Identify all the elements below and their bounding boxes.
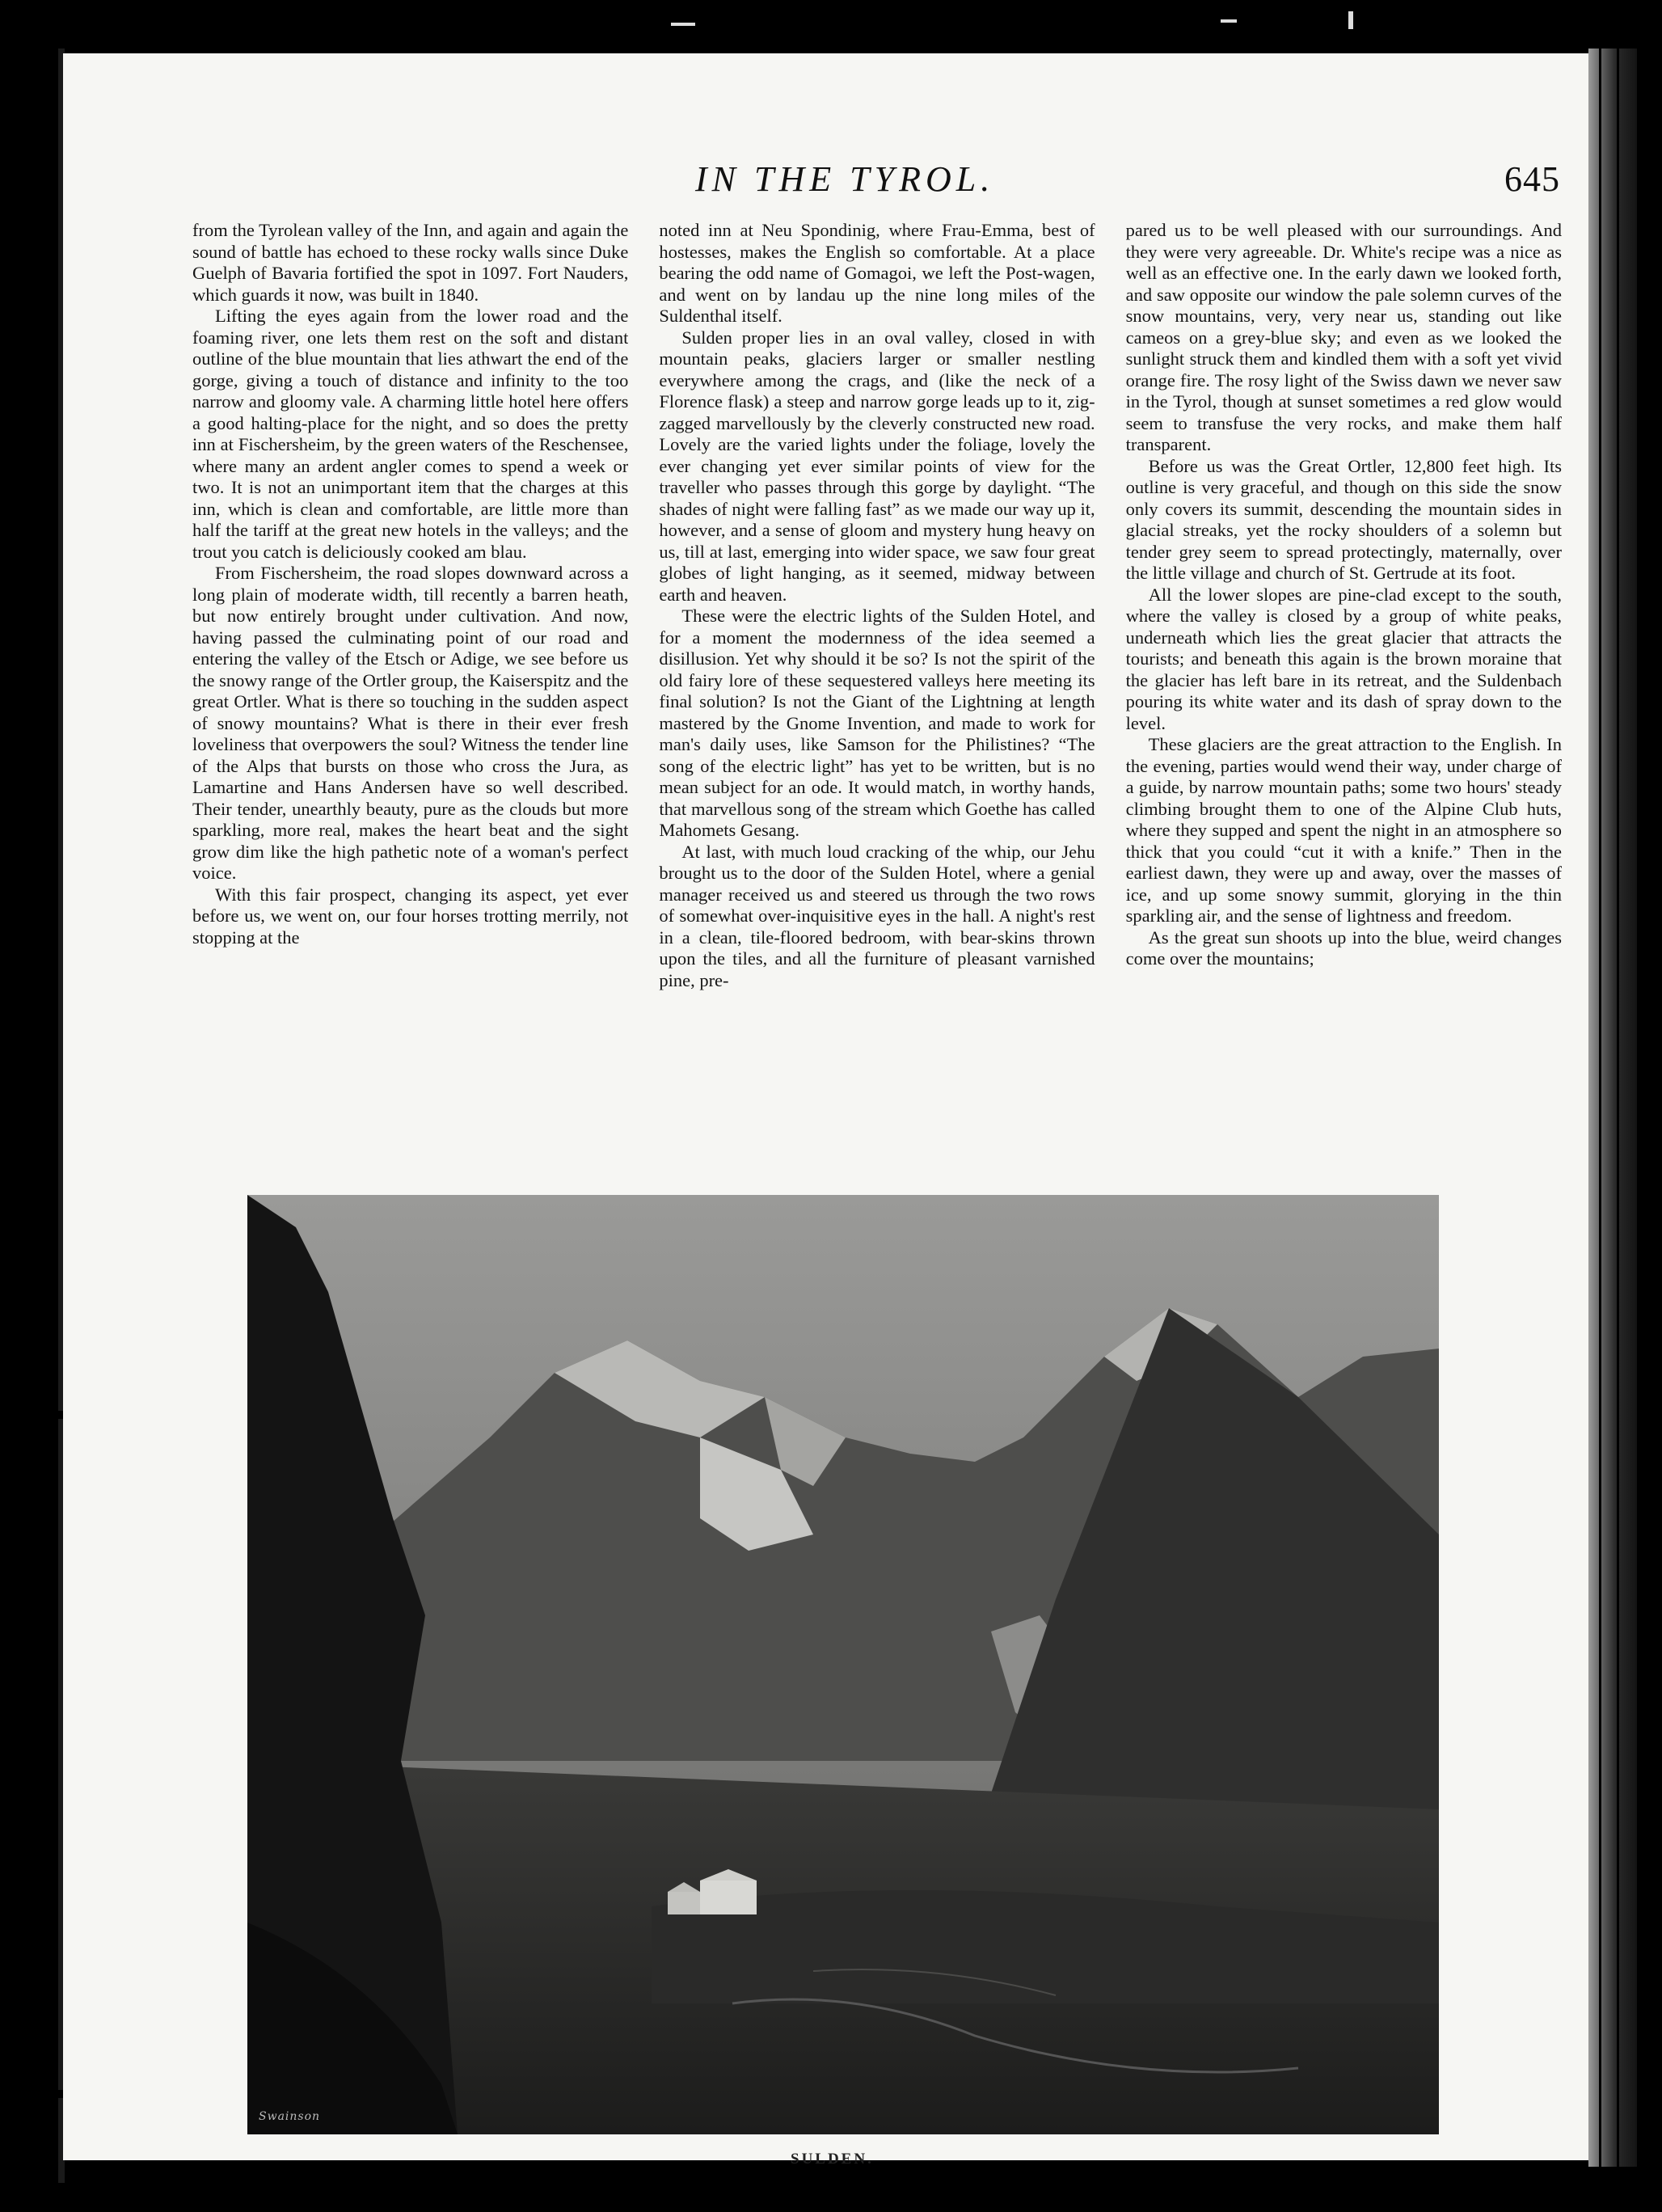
paragraph: These were the electric lights of the Sulden Hotel, and for a moment the modernness of the idea seemed a disillusion. Yet why should it be so? Is not the spirit of the old fairy lore of these sequestered valleys here meeting its final solution? Is not the Giant of the Lightning at length mastered by the Gnome Invention, and made to work for man's daily uses, like Samson for the Philistines? “The song of the electric light” has yet to be written, but is no mean subject for an ode. It would match, in worthy hands, that marvellous song of the stream which Goethe has called Mahomets Gesang. bbox=[659, 606, 1095, 840]
paragraph: With this fair prospect, changing its aspect, yet ever before us, we went on, our four horses trotting merrily, not stopping at the bbox=[192, 884, 629, 948]
paragraph: As the great sun shoots up into the blue, weird changes come over the mountains; bbox=[1125, 927, 1562, 969]
text-column-2 bbox=[659, 220, 1095, 1150]
binding-line bbox=[1617, 49, 1619, 2167]
paragraph: from the Tyrolean valley of the Inn, and again and again the sound of battle has echoed to these rocky walls since Duke Guelph of Bavaria fortified the spot in 1097. Fort Nauders, which guards it now, was built in 1840. bbox=[192, 220, 629, 305]
paragraph: These glaciers are the great attraction to the English. In the evening, parties would wend their way, under charge of a guide, by narrow mountain paths; some two hours' steady climbing brought them to one of the Alpine Club huts, where they supped and spent the night in an atmosphere so thick that you could “cut it with a knife.” Then in the earliest dawn, they were up and away, over the masses of ice, and up some snowy summit, glorying in the thin sparkling air, and the sense of lightness and freedom. bbox=[1125, 734, 1562, 926]
binding-line bbox=[1599, 49, 1601, 2167]
scan-top-marks bbox=[0, 0, 1662, 57]
paragraph: Lifting the eyes again from the lower road and the foaming river, one lets them rest on the soft and distant outline of the blue mountain that lies athwart the end of the gorge, giving a touch of distance and infinity to the too narrow and gloomy vale. A charming little hotel here offers a good halting-place for the night, and so does the pretty inn at Fischersheim, by the green waters of the Reschensee, where many an ardent angler comes to spend a week or two. It is not an unimportant item that the charges at this inn, which is clean and comfortable, are little more than half the tariff at the great new hotels in the valleys; and the trout you catch is deliciously cooked am blau. bbox=[192, 306, 629, 562]
text-column-3 bbox=[1126, 220, 1562, 1150]
paragraph: Sulden proper lies in an oval valley, closed in with mountain peaks, glaciers larger or smaller nestling everywhere among the crags, and (like the neck of a Florence flask) a steep and narrow gorge leads up to it, zig-zagged marvellously by the cleverly constructed new road. Lovely are the varied lights under the foliage, lovely the ever changing yet ever similar points of view for the traveller who passes through this gorge by daylight. “The shades of night were falling fast” as we made our way up it, however, and a sense of gloom and mystery hung heavy on us, till at last, emerging into wider space, we saw four great globes of light hanging, as it seemed, midway between earth and heaven. bbox=[659, 327, 1095, 605]
paragraph: All the lower slopes are pine-clad except to the south, where the valley is closed by a group of white peaks, underneath which lies the great glacier that attracts the tourists; and beneath this again is the brown moraine that the glacier has left bare in its retreat, and the Suldenbach pouring its white water and its dash of spray down to the level. bbox=[1125, 584, 1562, 733]
paragraph: Before us was the Great Ortler, 12,800 feet high. Its outline is very graceful, and though on this side the snow only covers its summit, descending the mountain sides in glacial streaks, yet the rocky shoulders of a solemn but tender grey seem to spread protectingly, maternally, over the little village and church of St. Gertrude at its foot. bbox=[1125, 455, 1562, 583]
article-columns bbox=[192, 220, 1562, 1150]
paragraph: From Fischersheim, the road slopes downward across a long plain of moderate width, till recently a barren heath, but now entirely brought under cultivation. And now, having passed the culminating point of our road and entering the valley of the Etsch or Adige, we see before us the snowy range of the Ortler group, the Kaiserspitz and the great Ortler. What is there so touching in the sudden aspect of snowy mountains? What is there in their ever fresh loveliness that overpowers the soul? Witness the tender line of the Alps that bursts on those who cross the Jura, as Lamartine and Hans Andersen have so well described. Their tender, unearthly beauty, pure as the clouds but more sparkling, more real, makes the heart beat and the sight grow dim like the high pathetic note of a woman's perfect voice. bbox=[192, 563, 629, 883]
mountain-landscape-image bbox=[247, 1195, 1439, 2134]
paragraph: noted inn at Neu Spondinig, where Frau-Emma, best of hostesses, makes the English so comfortable. At a place bearing the odd name of Gomagoi, we left the Post-wagen, and went on by landau up the nine long miles of the Suldenthal itself. bbox=[659, 220, 1095, 326]
paragraph: pared us to be well pleased with our surroundings. And they were very agreeable. Dr. White's recipe was a nice as well as an effective one. In the early dawn we looked forth, and saw opposite our window the pale solemn curves of the snow mountains, very, very near us, standing out like cameos on a grey-blue sky; and even as we looked the sunlight struck them and kindled them with a soft yet vivid orange fire. The rosy light of the Swiss dawn we never saw in the Tyrol, though at sunset sometimes a red glow would seem to transfuse the very rocks, and make them half transparent. bbox=[1125, 220, 1562, 454]
text-column-1 bbox=[192, 220, 628, 1150]
page-title: IN THE TYROL. bbox=[695, 159, 995, 199]
sulden-illustration bbox=[247, 1195, 1439, 2134]
figure-caption: SULDEN. bbox=[791, 2151, 874, 2168]
paragraph: At last, with much loud cracking of the whip, our Jehu brought us to the door of the Sulden Hotel, where a genial manager received us and steered us through the two rows of somewhat over-inquisitive eyes in the hall. A night's rest in a clean, tile-floored bedroom, with bear-skins thrown upon the tiles, and all the furniture of pleasant varnished pine, pre- bbox=[659, 841, 1095, 990]
book-binding bbox=[1588, 49, 1637, 2167]
page-number: 645 bbox=[1504, 159, 1560, 199]
artist-signature: Swainson bbox=[259, 2110, 321, 2123]
